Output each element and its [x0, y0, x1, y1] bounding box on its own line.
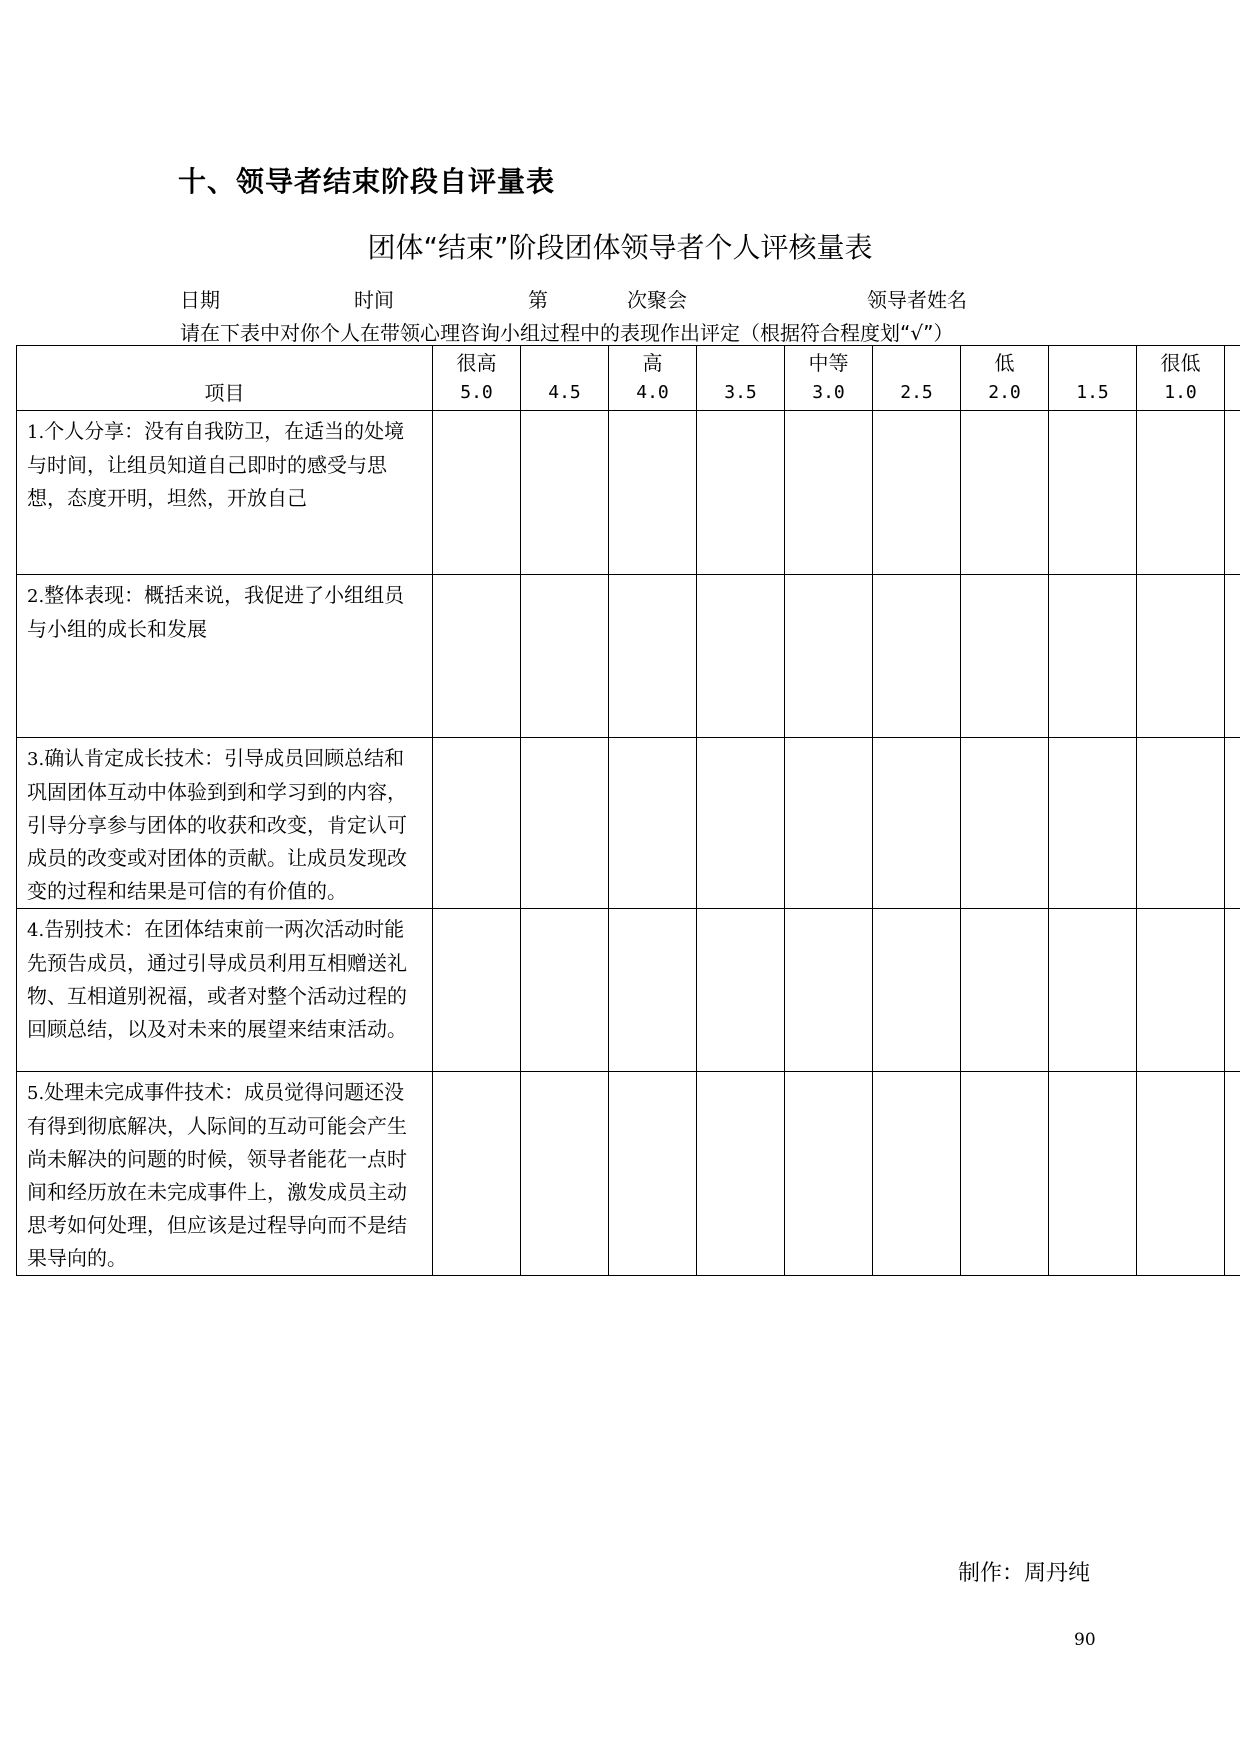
rating-cell[interactable] — [961, 1072, 1049, 1276]
scale-label: 很高 — [456, 351, 497, 375]
rating-cell[interactable] — [873, 1072, 961, 1276]
rating-cell[interactable] — [1049, 738, 1137, 909]
scale-header-cell — [609, 346, 697, 411]
item-text: 确认肯定成长技术：引导成员回顾总结和巩固团体互动中体验到到和学习到的内容，引导分享参与团体的收获和改变，肯定认可成员的改变或对团体的贡献。让成员发现改变的过程和结果是可信的有价值的。 — [27, 746, 407, 903]
rating-cell[interactable] — [1049, 575, 1137, 738]
scale-value: 3.0 — [812, 382, 845, 403]
section-heading: 十、领导者结束阶段自评量表 — [178, 165, 556, 198]
rating-cell[interactable] — [697, 411, 785, 575]
rating-cell[interactable] — [521, 909, 609, 1072]
rating-cell[interactable] — [785, 411, 873, 575]
scale-header-cell — [521, 346, 609, 411]
item-text: 处理未完成事件技术：成员觉得问题还没有得到彻底解决，人际间的互动可能会产生尚未解决的问题的时候，领导者能花一点时间和经历放在未完成事件上，激发成员主动思考如何处理，但应该是过程导向而不是结果导向的。 — [27, 1080, 407, 1270]
item-number: 4. — [27, 920, 45, 941]
overflow-cell — [1225, 575, 1240, 738]
rating-cell[interactable] — [1137, 575, 1225, 738]
rating-table — [16, 345, 1240, 1276]
item-number: 5. — [27, 1083, 45, 1104]
rating-cell[interactable] — [1049, 909, 1137, 1072]
rating-cell[interactable] — [961, 575, 1049, 738]
session-label: 次聚会 — [627, 288, 687, 312]
scale-header-cell — [697, 346, 785, 411]
item-description — [17, 738, 433, 909]
scale-value: 2.5 — [900, 382, 933, 403]
table-row — [17, 909, 1240, 1072]
scale-label — [873, 348, 960, 378]
leader-name-label: 领导者姓名 — [867, 288, 967, 312]
rating-cell[interactable] — [433, 411, 521, 575]
page-number: 90 — [1074, 1630, 1096, 1650]
date-label: 日期 — [180, 288, 220, 312]
rating-cell[interactable] — [609, 738, 697, 909]
item-description — [17, 575, 433, 738]
rating-cell[interactable] — [609, 909, 697, 1072]
overflow-cell — [1225, 909, 1240, 1072]
item-number: 3. — [27, 749, 45, 770]
table-row — [17, 411, 1240, 575]
rating-cell[interactable] — [961, 738, 1049, 909]
rating-cell[interactable] — [873, 909, 961, 1072]
item-text: 告别技术：在团体结束前一两次活动时能先预告成员，通过引导成员利用互相赠送礼物、互相道别祝福，或者对整个活动过程的回顾总结，以及对未来的展望来结束活动。 — [27, 917, 407, 1041]
rating-cell[interactable] — [785, 575, 873, 738]
overflow-cell — [1225, 738, 1240, 909]
rating-cell[interactable] — [697, 909, 785, 1072]
scale-label — [697, 348, 784, 378]
item-number: 1. — [27, 422, 45, 443]
rating-cell[interactable] — [1137, 909, 1225, 1072]
scale-header-cell — [785, 346, 873, 411]
rating-cell[interactable] — [1049, 1072, 1137, 1276]
scale-label — [521, 348, 608, 378]
rating-cell[interactable] — [1137, 738, 1225, 909]
scale-label: 中等 — [808, 351, 849, 375]
item-text: 个人分享：没有自我防卫，在适当的处境与时间，让组员知道自己即时的感受与思想，态度开明，坦然，开放自己 — [27, 419, 405, 510]
scale-value: 1.5 — [1076, 382, 1109, 403]
rating-cell[interactable] — [521, 575, 609, 738]
item-header: 项目 — [204, 381, 245, 405]
item-text: 整体表现：概括来说，我促进了小组组员与小组的成长和发展 — [27, 583, 405, 641]
rating-cell[interactable] — [609, 575, 697, 738]
rating-cell[interactable] — [697, 575, 785, 738]
scale-value: 1.0 — [1164, 382, 1197, 403]
overflow-cell — [1225, 346, 1240, 411]
rating-cell[interactable] — [609, 411, 697, 575]
scale-value: 3.5 — [724, 382, 757, 403]
rating-cell[interactable] — [873, 411, 961, 575]
rating-cell[interactable] — [609, 1072, 697, 1276]
scale-label — [1049, 348, 1136, 378]
rating-cell[interactable] — [873, 738, 961, 909]
rating-cell[interactable] — [521, 738, 609, 909]
scale-value: 5.0 — [460, 382, 493, 403]
scale-header-cell — [873, 346, 961, 411]
table-row — [17, 738, 1240, 909]
rating-cell[interactable] — [785, 738, 873, 909]
item-header-cell — [17, 346, 433, 411]
rating-cell[interactable] — [1137, 411, 1225, 575]
form-title: 团体“结束”阶段团体领导者个人评核量表 — [367, 231, 873, 264]
rating-cell[interactable] — [433, 738, 521, 909]
scale-header-cell — [433, 346, 521, 411]
table-header-row — [17, 346, 1240, 411]
rating-cell[interactable] — [961, 411, 1049, 575]
table-row — [17, 1072, 1240, 1276]
rating-cell[interactable] — [433, 575, 521, 738]
rating-cell[interactable] — [433, 909, 521, 1072]
rating-cell[interactable] — [1137, 1072, 1225, 1276]
rating-cell[interactable] — [785, 909, 873, 1072]
rating-cell[interactable] — [697, 1072, 785, 1276]
scale-header-cell — [1049, 346, 1137, 411]
rating-cell[interactable] — [961, 909, 1049, 1072]
time-label: 时间 — [354, 288, 394, 312]
session-prefix-label: 第 — [528, 288, 548, 312]
scale-header-cell — [961, 346, 1049, 411]
item-description — [17, 1072, 433, 1276]
rating-cell[interactable] — [697, 738, 785, 909]
rating-cell[interactable] — [785, 1072, 873, 1276]
overflow-cell — [1225, 1072, 1240, 1276]
scale-label: 很低 — [1160, 351, 1201, 375]
scale-value: 4.0 — [636, 382, 669, 403]
scale-value: 2.0 — [988, 382, 1021, 403]
rating-cell[interactable] — [873, 575, 961, 738]
overflow-cell — [1225, 411, 1240, 575]
scale-label: 高 — [642, 351, 663, 375]
instruction-text: 请在下表中对你个人在带领心理咨询小组过程中的表现作出评定（根据符合程度划“√”） — [180, 321, 954, 345]
item-number: 2. — [27, 586, 45, 607]
rating-cell[interactable] — [433, 1072, 521, 1276]
rating-cell[interactable] — [521, 411, 609, 575]
author-credit: 制作：周丹纯 — [958, 1561, 1091, 1586]
rating-cell[interactable] — [521, 1072, 609, 1276]
table-row — [17, 575, 1240, 738]
scale-label: 低 — [994, 351, 1015, 375]
scale-header-cell — [1137, 346, 1225, 411]
scale-value: 4.5 — [548, 382, 581, 403]
rating-cell[interactable] — [1049, 411, 1137, 575]
item-description — [17, 411, 433, 575]
item-description — [17, 909, 433, 1072]
